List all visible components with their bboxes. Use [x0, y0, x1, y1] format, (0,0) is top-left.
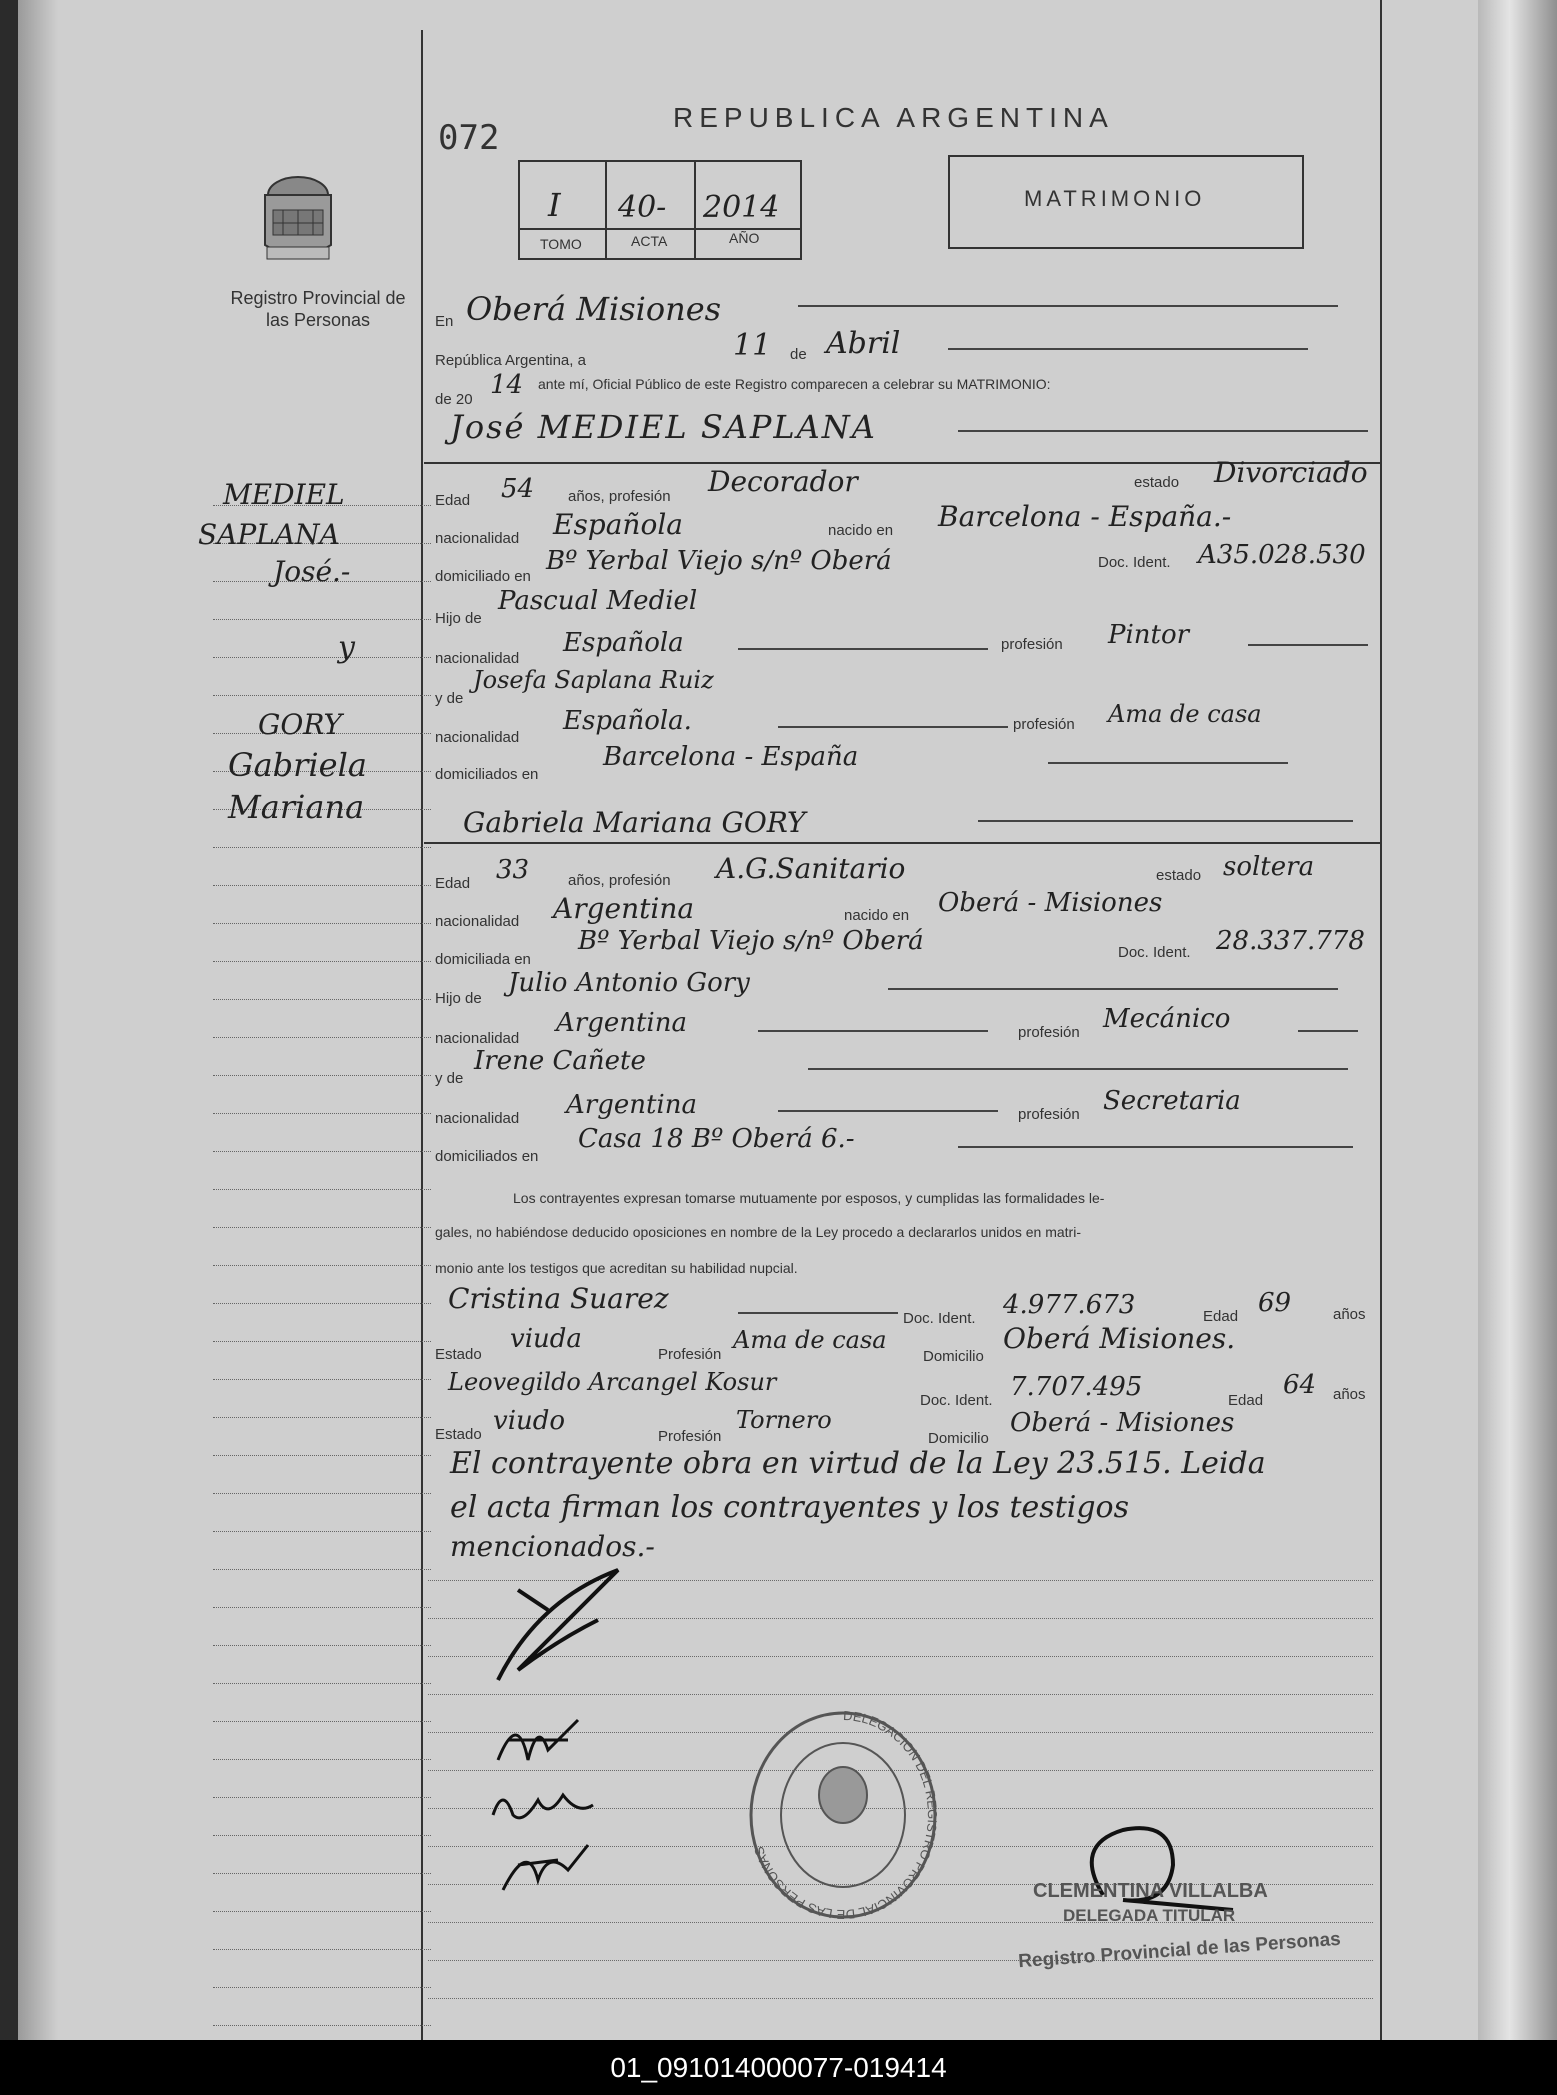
signature-witness-1: [483, 1775, 603, 1835]
groom-name: José MEDIEL SAPLANA: [450, 408, 877, 446]
margin-given-name-bride-1: Gabriela: [228, 746, 367, 784]
margin-ruled-line: [213, 1265, 431, 1267]
official-name: CLEMENTINA VILLALBA: [1033, 1880, 1268, 1902]
binding-shadow: [18, 0, 58, 2040]
groom-father-profession: Pintor: [1108, 620, 1190, 650]
declaration-line-3: monio ante los testigos que acreditan su habilidad nupcial.: [435, 1260, 798, 1276]
margin-ruled-line: [213, 961, 431, 963]
tomo-value: I: [548, 186, 561, 224]
bride-mother-nationality: Argentina: [566, 1090, 697, 1120]
margin-ruled-line: [213, 1113, 431, 1115]
witness2-status: viudo: [493, 1406, 566, 1436]
official-org: Registro Provincial de las Personas: [1017, 1928, 1342, 1973]
month-value: Abril: [826, 326, 901, 361]
ano-value: 2014: [703, 190, 780, 225]
margin-ruled-line: [213, 847, 431, 849]
margin-ruled-line: [213, 1607, 431, 1609]
note-line-2: el acta firman los contrayentes y los testigos: [450, 1490, 1129, 1525]
margin-ruled-line: [213, 657, 431, 659]
margin-ruled-line: [213, 1873, 431, 1875]
acta-label: ACTA: [631, 233, 668, 249]
margin-ruled-line: [213, 1721, 431, 1723]
witness2-profession: Tornero: [736, 1406, 832, 1434]
folio-number: 072: [438, 118, 500, 158]
bride-mother-profession: Secretaria: [1103, 1086, 1241, 1116]
bride-parents-address: Casa 18 Bº Oberá 6.-: [578, 1124, 855, 1154]
witness1-age: 69: [1258, 1288, 1292, 1318]
margin-ruled-line: [213, 1569, 431, 1571]
ruled-line: [428, 1960, 1373, 1962]
ruled-line: [428, 1694, 1373, 1696]
scan-identifier: 01_091014000077-019414: [0, 2040, 1557, 2095]
margin-ruled-line: [213, 1987, 431, 1989]
margin-given-name-1: José.-: [273, 555, 351, 588]
bride-name: Gabriela Mariana GORY: [463, 806, 806, 839]
year-suffix: 14: [490, 370, 524, 400]
witness2-address: Oberá - Misiones: [1010, 1408, 1235, 1438]
tomo-label: TOMO: [540, 236, 582, 252]
margin-divider: [421, 30, 423, 2040]
margin-ruled-line: [213, 885, 431, 887]
margin-ruled-line: [213, 1151, 431, 1153]
margin-ruled-line: [213, 1189, 431, 1191]
margin-ruled-line: [213, 1683, 431, 1685]
margin-ruled-line: [213, 2025, 431, 2027]
witness1-doc: 4.977.673: [1003, 1290, 1136, 1320]
witness2-doc: 7.707.495: [1010, 1372, 1143, 1402]
bride-doc: 28.337.778: [1216, 926, 1365, 956]
margin-ruled-line: [213, 1037, 431, 1039]
bride-father-nationality: Argentina: [556, 1008, 687, 1038]
groom-profession: Decorador: [708, 465, 858, 498]
margin-ruled-line: [213, 923, 431, 925]
groom-address: Bº Yerbal Viejo s/nº Oberá: [546, 546, 892, 576]
act-type: MATRIMONIO: [1024, 186, 1206, 211]
margin-ruled-line: [213, 1797, 431, 1799]
next-page-edge: [1478, 0, 1557, 2040]
bride-profession: A.G.Sanitario: [716, 852, 906, 885]
witness1-address: Oberá Misiones.: [1003, 1322, 1236, 1355]
bride-nationality: Argentina: [553, 892, 695, 925]
groom-mother-profession: Ama de casa: [1108, 700, 1262, 728]
signature-witness-2: [488, 1830, 598, 1900]
witness2-name: Leovegildo Arcangel Kosur: [448, 1368, 777, 1396]
acta-value: 40-: [618, 190, 667, 225]
bride-age: 33: [496, 855, 530, 885]
right-border: [1380, 0, 1382, 2040]
margin-ruled-line: [213, 1911, 431, 1913]
place-name: Oberá Misiones: [466, 290, 722, 328]
groom-father: Pascual Mediel: [498, 586, 698, 616]
bride-father-profession: Mecánico: [1103, 1004, 1231, 1034]
groom-parents-address: Barcelona - España: [603, 742, 859, 772]
groom-nationality: Española: [553, 508, 683, 541]
margin-conjunction: y: [338, 630, 355, 665]
note-line-1: El contrayente obra en virtud de la Ley 23.515. Leida: [450, 1446, 1266, 1481]
ruled-line: [428, 1998, 1373, 2000]
declaration-line-1: Los contrayentes expresan tomarse mutuamente por esposos, y cumplidas las formalidades le-: [513, 1190, 1105, 1206]
groom-father-nationality: Española: [563, 628, 684, 658]
groom-civil-status: Divorciado: [1214, 456, 1368, 489]
official-role: DELEGADA TITULAR: [1063, 1906, 1236, 1925]
bride-birthplace: Oberá - Misiones: [938, 888, 1163, 918]
day-value: 11: [733, 328, 772, 363]
margin-ruled-line: [213, 1835, 431, 1837]
margin-surname-bride: GORY: [258, 708, 343, 741]
groom-doc: A35.028.530: [1198, 540, 1366, 570]
margin-ruled-line: [213, 1303, 431, 1305]
margin-ruled-line: [213, 999, 431, 1001]
groom-mother-nationality: Española.: [563, 706, 692, 736]
witness2-age: 64: [1283, 1370, 1317, 1400]
margin-ruled-line: [213, 1455, 431, 1457]
margin-ruled-line: [213, 1227, 431, 1229]
margin-surname-2: SAPLANA: [198, 518, 340, 551]
province-emblem: [255, 165, 341, 270]
signature-bride: [488, 1700, 588, 1770]
witness1-name: Cristina Suarez: [448, 1282, 669, 1315]
bride-father: Julio Antonio Gory: [508, 968, 750, 998]
margin-given-name-bride-2: Mariana: [228, 788, 365, 826]
groom-mother: Josefa Saplana Ruiz: [473, 666, 714, 694]
bride-mother: Irene Cañete: [474, 1046, 646, 1076]
margin-ruled-line: [213, 1949, 431, 1951]
country-title: REPUBLICA ARGENTINA: [673, 102, 1114, 133]
witness1-status: viuda: [510, 1324, 582, 1354]
note-line-3: mencionados.-: [450, 1530, 655, 1563]
margin-ruled-line: [213, 1417, 431, 1419]
margin-ruled-line: [213, 1645, 431, 1647]
svg-text:DELEGACION DEL REGISTRO PROVIN: DELEGACION DEL REGISTRO PROVINCIAL DE LAS PERSONAS: [751, 1707, 940, 1923]
witness1-profession: Ama de casa: [733, 1326, 887, 1354]
groom-age: 54: [501, 474, 535, 504]
ano-label: AÑO: [729, 230, 760, 246]
margin-ruled-line: [213, 1493, 431, 1495]
margin-ruled-line: [213, 1341, 431, 1343]
margin-ruled-line: [213, 1759, 431, 1761]
margin-ruled-line: [213, 1075, 431, 1077]
registry-name: Registro Provincial de las Personas: [230, 288, 406, 330]
margin-ruled-line: [213, 1531, 431, 1533]
declaration-line-2: gales, no habiéndose deducido oposiciones en nombre de la Ley procedo a declararlos unidos en matri-: [435, 1224, 1081, 1240]
margin-ruled-line: [213, 1379, 431, 1381]
margin-ruled-line: [213, 695, 431, 697]
bride-address: Bº Yerbal Viejo s/nº Oberá: [578, 926, 924, 956]
margin-surname-1: MEDIEL: [223, 478, 345, 511]
groom-birthplace: Barcelona - España.-: [938, 500, 1232, 533]
bride-civil-status: soltera: [1223, 852, 1315, 882]
margin-ruled-line: [213, 619, 431, 621]
document-page: Registro Provincial de las Personas 072 REPUBLICA ARGENTINA I 40- 2014 TOMO ACTA AÑO MATRIMONIO En Oberá Misiones República Argentina, a 11 de Abril de 20 14 ante mí, Oficial Público de este Registro comparecen a celebrar su MATRIMONIO: José MEDIEL SAPLANA Edad 54 años, profesión Decorador estado Divorciado nacionalidad Española nacido en Barcelona - España.- domiciliado en Bº Yerbal Viejo s/nº Oberá Doc. Ident. A35.028.530 Hijo de Pascual Mediel nacionalidad Española profesión Pintor y de Josefa Saplana Ruiz nacionalidad Española. profesión Ama de casa domiciliados en Barcelona - España Gabriela Mariana GORY Edad 33 años, profesión A.G.Sanitario estado soltera nacionalidad Argentina nacido en Oberá - Misiones domiciliada en Bº Yerbal Viejo s/nº Oberá Doc. Ident. 28.337.778 Hijo de Julio Antonio Gory nacionalidad Argentina profesión Mecánico y de Irene Cañete nacionalidad Argentina profesión Secretaria domiciliados en Casa 18 Bº Oberá 6.- Los contrayentes expresan tomarse mutuamente por esposos, y cumplidas las formalidades le- gales, no habiéndose deducido oposiciones en nombre de la Ley procedo a declararlos unidos en matri- monio ante los testigos que acreditan su habilidad nupcial. Cristina Suarez Doc. Ident. 4.977.673 Edad 69 años Estado viuda Profesión Ama de casa Domicilio Oberá Misiones. Leovegildo Arcangel Kosur Doc. Ident. 7.707.495 Edad 64 años Estado viudo Profesión Tornero Domicilio Oberá - Misiones El contrayente obra en virtud de la Ley 23.515. Leida el acta firman los contrayentes y los testigos mencionados.- DELEGACION DEL REGISTRO PROVINCIAL DE LAS PERSONAS CLEMENTINA VILLALBA DELEGADA TITULAR Registro Provincial de las Personas MEDIEL SAPLANA José.- y GORY Gabriela Mariana: [18, 0, 1478, 2040]
signature-groom: [478, 1560, 638, 1690]
official-round-stamp: [738, 1700, 948, 1930]
